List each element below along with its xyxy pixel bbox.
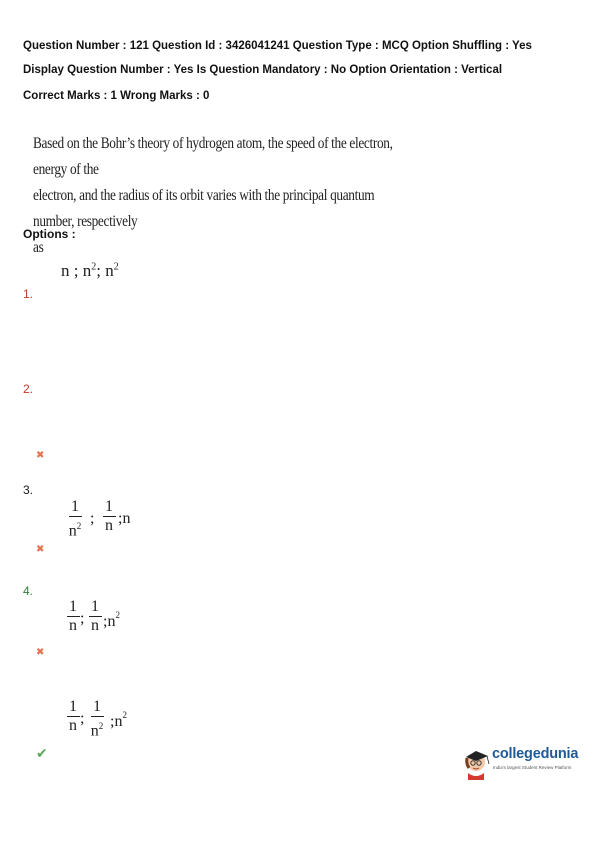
collegedunia-logo [462, 744, 587, 780]
option-4-expression [66, 598, 156, 644]
separator: ; [80, 710, 85, 727]
question-text-line-3: as [33, 239, 44, 256]
denominator-base: n [90, 722, 99, 740]
trailing-term [103, 610, 120, 631]
question-meta-line-2: Display Question Number : Yes Is Question Mandatory : No Option Orientation : Vertical [23, 64, 503, 76]
denominator: n [105, 517, 113, 534]
trailing-exponent: 2 [122, 710, 127, 720]
numerator: 1 [105, 498, 113, 515]
logo-wordmark: collegedunia [492, 746, 579, 762]
denominator [90, 717, 104, 740]
denominator-exponent: 2 [98, 721, 104, 731]
denominator [68, 517, 82, 540]
correct-check-icon: ✔ [36, 746, 48, 762]
question-meta-line-1: Question Number : 121 Question Id : 3426041241 Question Type : MCQ Option Shuffling : Yes [23, 40, 532, 52]
fraction [88, 598, 102, 635]
option-1-expr-c: ; n [96, 261, 114, 280]
option-3-number[interactable]: 3. [23, 483, 34, 497]
question-text-line-2: electron, and the radius of its orbit varies with the principal quantum number, respectively [33, 187, 375, 230]
wrong-mark-icon: ✖ [36, 544, 45, 555]
trailing-term: ;n [118, 510, 131, 527]
fraction [66, 598, 80, 635]
denominator: n [69, 717, 77, 734]
option-1-number[interactable]: 1. [23, 287, 34, 301]
denominator-base: n [68, 522, 77, 540]
fraction [66, 698, 80, 735]
separator: ; [80, 610, 85, 627]
numerator: 1 [91, 598, 99, 615]
numerator: 1 [69, 698, 77, 715]
options-label: Options : [23, 227, 76, 241]
option-2-number[interactable]: 2. [23, 382, 34, 396]
denominator: n [91, 617, 99, 634]
trailing-exponent: 2 [115, 610, 120, 620]
separator: ; [90, 510, 95, 527]
trailing-term [110, 710, 127, 731]
fraction [68, 498, 82, 540]
option-3-expression [66, 498, 156, 544]
denominator-exponent: 2 [76, 521, 82, 531]
denominator: n [69, 617, 77, 634]
fraction [102, 498, 116, 535]
question-text-line-1: Based on the Bohr’s theory of hydrogen atom, the speed of the electron, energy of the [33, 135, 393, 178]
option-1-expr-d: 2 [113, 261, 119, 273]
wrong-mark-icon: ✖ [36, 647, 45, 658]
question-meta-line-3: Correct Marks : 1 Wrong Marks : 0 [23, 90, 210, 102]
fraction [90, 698, 104, 740]
option-1-expr-b: 2 [91, 261, 97, 273]
numerator: 1 [71, 498, 79, 515]
student-mascot-icon [462, 744, 492, 780]
trailing-base: ;n [110, 713, 123, 730]
question-text [33, 131, 403, 261]
trailing-base: ;n [103, 613, 116, 630]
numerator: 1 [93, 698, 101, 715]
option-4-number[interactable]: 4. [23, 584, 34, 598]
correct-option-expression [66, 698, 156, 744]
option-1-expression [61, 261, 119, 281]
wrong-mark-icon: ✖ [36, 450, 45, 461]
numerator: 1 [69, 598, 77, 615]
logo-tagline: India's largest Student Review Platform [493, 765, 572, 770]
option-1-expr-a: n ; n [61, 261, 92, 280]
